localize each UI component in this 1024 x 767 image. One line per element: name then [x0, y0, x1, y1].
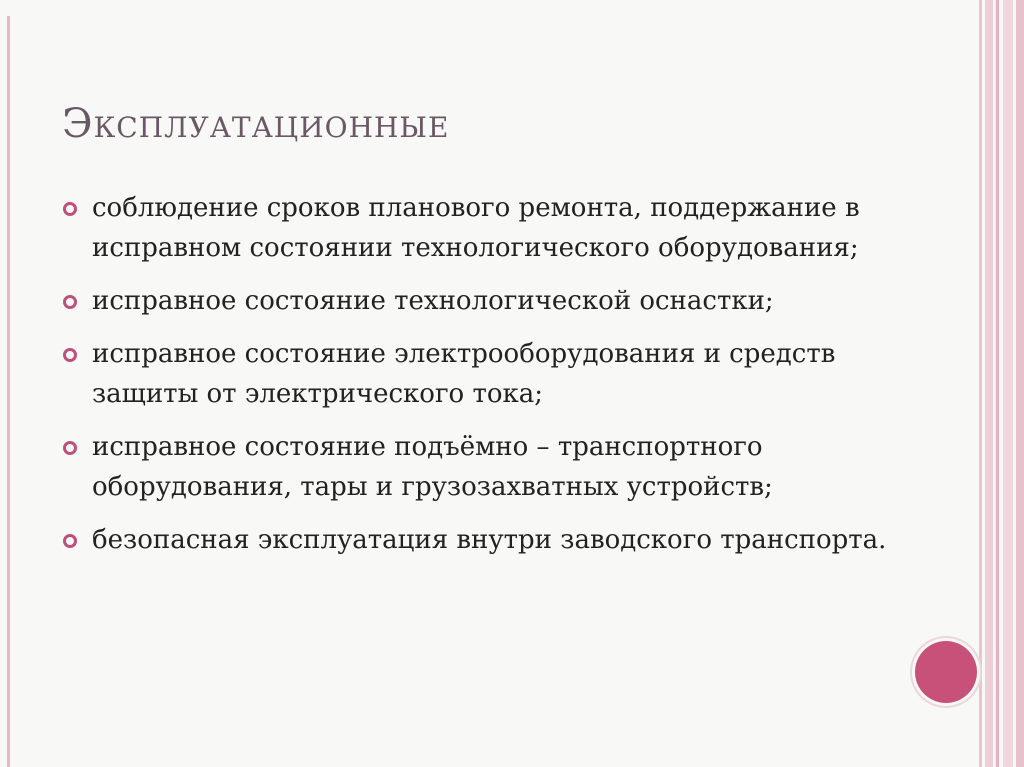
- slide-title: Эксплуатационные: [62, 101, 450, 147]
- bullet-item: [62, 188, 922, 268]
- bullet-item: [62, 334, 922, 414]
- ring-bullet-icon: [63, 534, 77, 548]
- bullet-text: исправное состояние подъёмно – транспортного оборудования, тары и грузозахватных устройств;: [92, 432, 773, 502]
- bullet-item: [62, 520, 922, 560]
- bullet-text: исправное состояние технологической оснастки;: [92, 286, 774, 316]
- left-decorative-rule: [7, 16, 10, 767]
- bullet-text: исправное состояние электрооборудования и средств защиты от электрического тока;: [92, 339, 836, 409]
- right-stripe: [985, 0, 993, 767]
- ring-bullet-icon: [63, 202, 77, 216]
- bullet-item: [62, 427, 922, 507]
- bullet-item: [62, 281, 922, 321]
- bullet-list: [62, 188, 922, 573]
- ring-bullet-icon: [63, 348, 77, 362]
- bullet-text: соблюдение сроков планового ремонта, поддержание в исправном состоянии технологического оборудования;: [92, 193, 860, 263]
- right-stripe: [979, 0, 982, 767]
- decorative-circle: [915, 641, 977, 703]
- right-stripe: [1016, 0, 1024, 767]
- ring-bullet-icon: [63, 441, 77, 455]
- bullet-text: безопасная эксплуатация внутри заводского транспорта.: [92, 525, 887, 555]
- ring-bullet-icon: [63, 295, 77, 309]
- right-stripe: [996, 0, 999, 767]
- right-stripe: [1003, 0, 1013, 767]
